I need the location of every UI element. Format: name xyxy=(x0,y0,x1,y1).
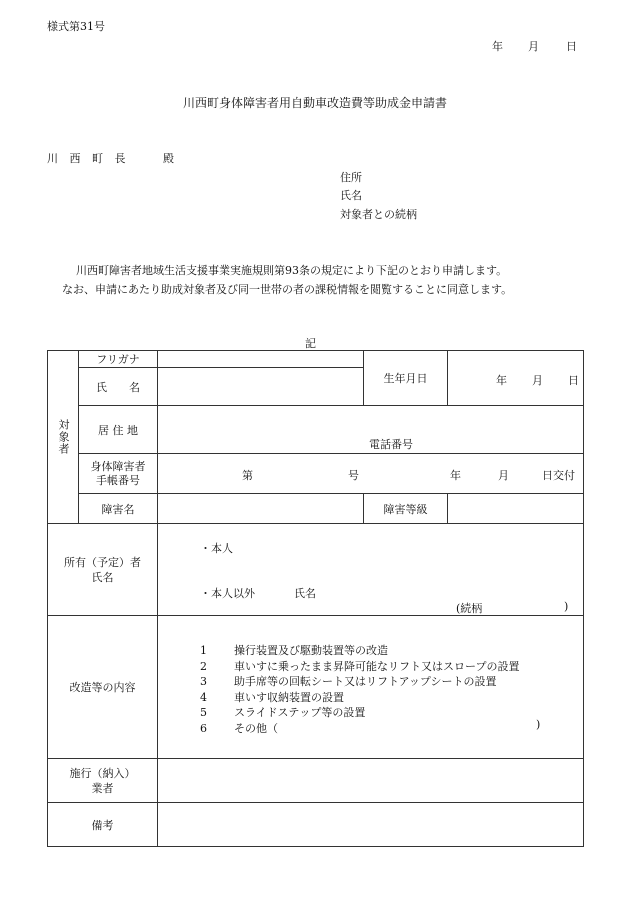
disability-grade-field[interactable] xyxy=(448,494,584,524)
statement-line-1: 川西町障害者地域生活支援事業実施規則第93条の規定により下記のとおり申請します。 xyxy=(76,264,508,277)
modification-item[interactable]: 6 その他（ xyxy=(200,721,278,735)
statement-line-2: なお、申請にあたり助成対象者及び同一世帯の者の課税情報を閲覧することに同意します。 xyxy=(62,283,513,296)
remarks-label: 備考 xyxy=(48,803,158,847)
addressee-name: 川 西 町 長 xyxy=(47,152,130,165)
handbook-number-label: 身体障害者 手帳番号 xyxy=(79,454,158,494)
application-table xyxy=(47,350,584,847)
modification-field[interactable] xyxy=(158,616,584,759)
residence-field[interactable] xyxy=(158,406,584,454)
contractor-label: 施行（納入） 業者 xyxy=(48,759,158,803)
modification-item[interactable]: 3 助手席等の回転シート又はリフトアップシートの設置 xyxy=(200,675,497,688)
date-month-label: 月 xyxy=(528,40,539,53)
phone-label: 電話番号 xyxy=(369,438,413,451)
owner-label: 所有（予定）者 氏名 xyxy=(48,524,158,616)
remarks-field[interactable] xyxy=(158,803,584,847)
contractor-field[interactable] xyxy=(158,759,584,803)
name-field[interactable] xyxy=(158,368,364,406)
modification-item[interactable]: 4 車いす収納装置の設置 xyxy=(200,690,344,704)
modification-item[interactable]: 1 操行装置及び駆動装置等の改造 xyxy=(200,644,388,657)
birthdate-field[interactable]: 年 月 日 xyxy=(448,351,584,406)
modification-label: 改造等の内容 xyxy=(48,616,158,759)
target-person-label: 対象者 xyxy=(48,351,79,524)
applicant-address-label: 住所 xyxy=(340,171,362,184)
owner-field[interactable]: ・本人 ・本人以外 氏名 (続柄 ) xyxy=(158,524,584,616)
modification-item[interactable]: 5 スライドステップ等の設置 xyxy=(200,706,366,719)
handbook-number-field[interactable]: 第 号 年 月 日交付 xyxy=(158,454,584,494)
other-close-paren: ) xyxy=(536,718,541,731)
furigana-label: フリガナ xyxy=(79,351,158,368)
applicant-relation-label: 対象者との続柄 xyxy=(340,208,417,221)
disability-name-field[interactable] xyxy=(158,494,364,524)
residence-label: 居 住 地 xyxy=(79,406,158,454)
disability-name-label: 障害名 xyxy=(79,494,158,524)
date-year-label: 年 xyxy=(492,40,503,53)
addressee-honorific: 殿 xyxy=(163,152,174,165)
furigana-field[interactable] xyxy=(158,351,364,368)
ki-marker: 記 xyxy=(305,337,316,350)
applicant-name-label: 氏名 xyxy=(340,189,362,202)
form-number: 様式第31号 xyxy=(47,20,105,33)
name-label: 氏 名 xyxy=(79,368,158,406)
disability-grade-label: 障害等級 xyxy=(364,494,448,524)
page-title: 川西町身体障害者用自動車改造費等助成金申請書 xyxy=(182,96,447,110)
date-day-label: 日 xyxy=(566,40,577,53)
modification-item[interactable]: 2 車いすに乗ったまま昇降可能なリフト又はスロープの設置 xyxy=(200,659,520,673)
birthdate-label: 生年月日 xyxy=(364,351,448,406)
